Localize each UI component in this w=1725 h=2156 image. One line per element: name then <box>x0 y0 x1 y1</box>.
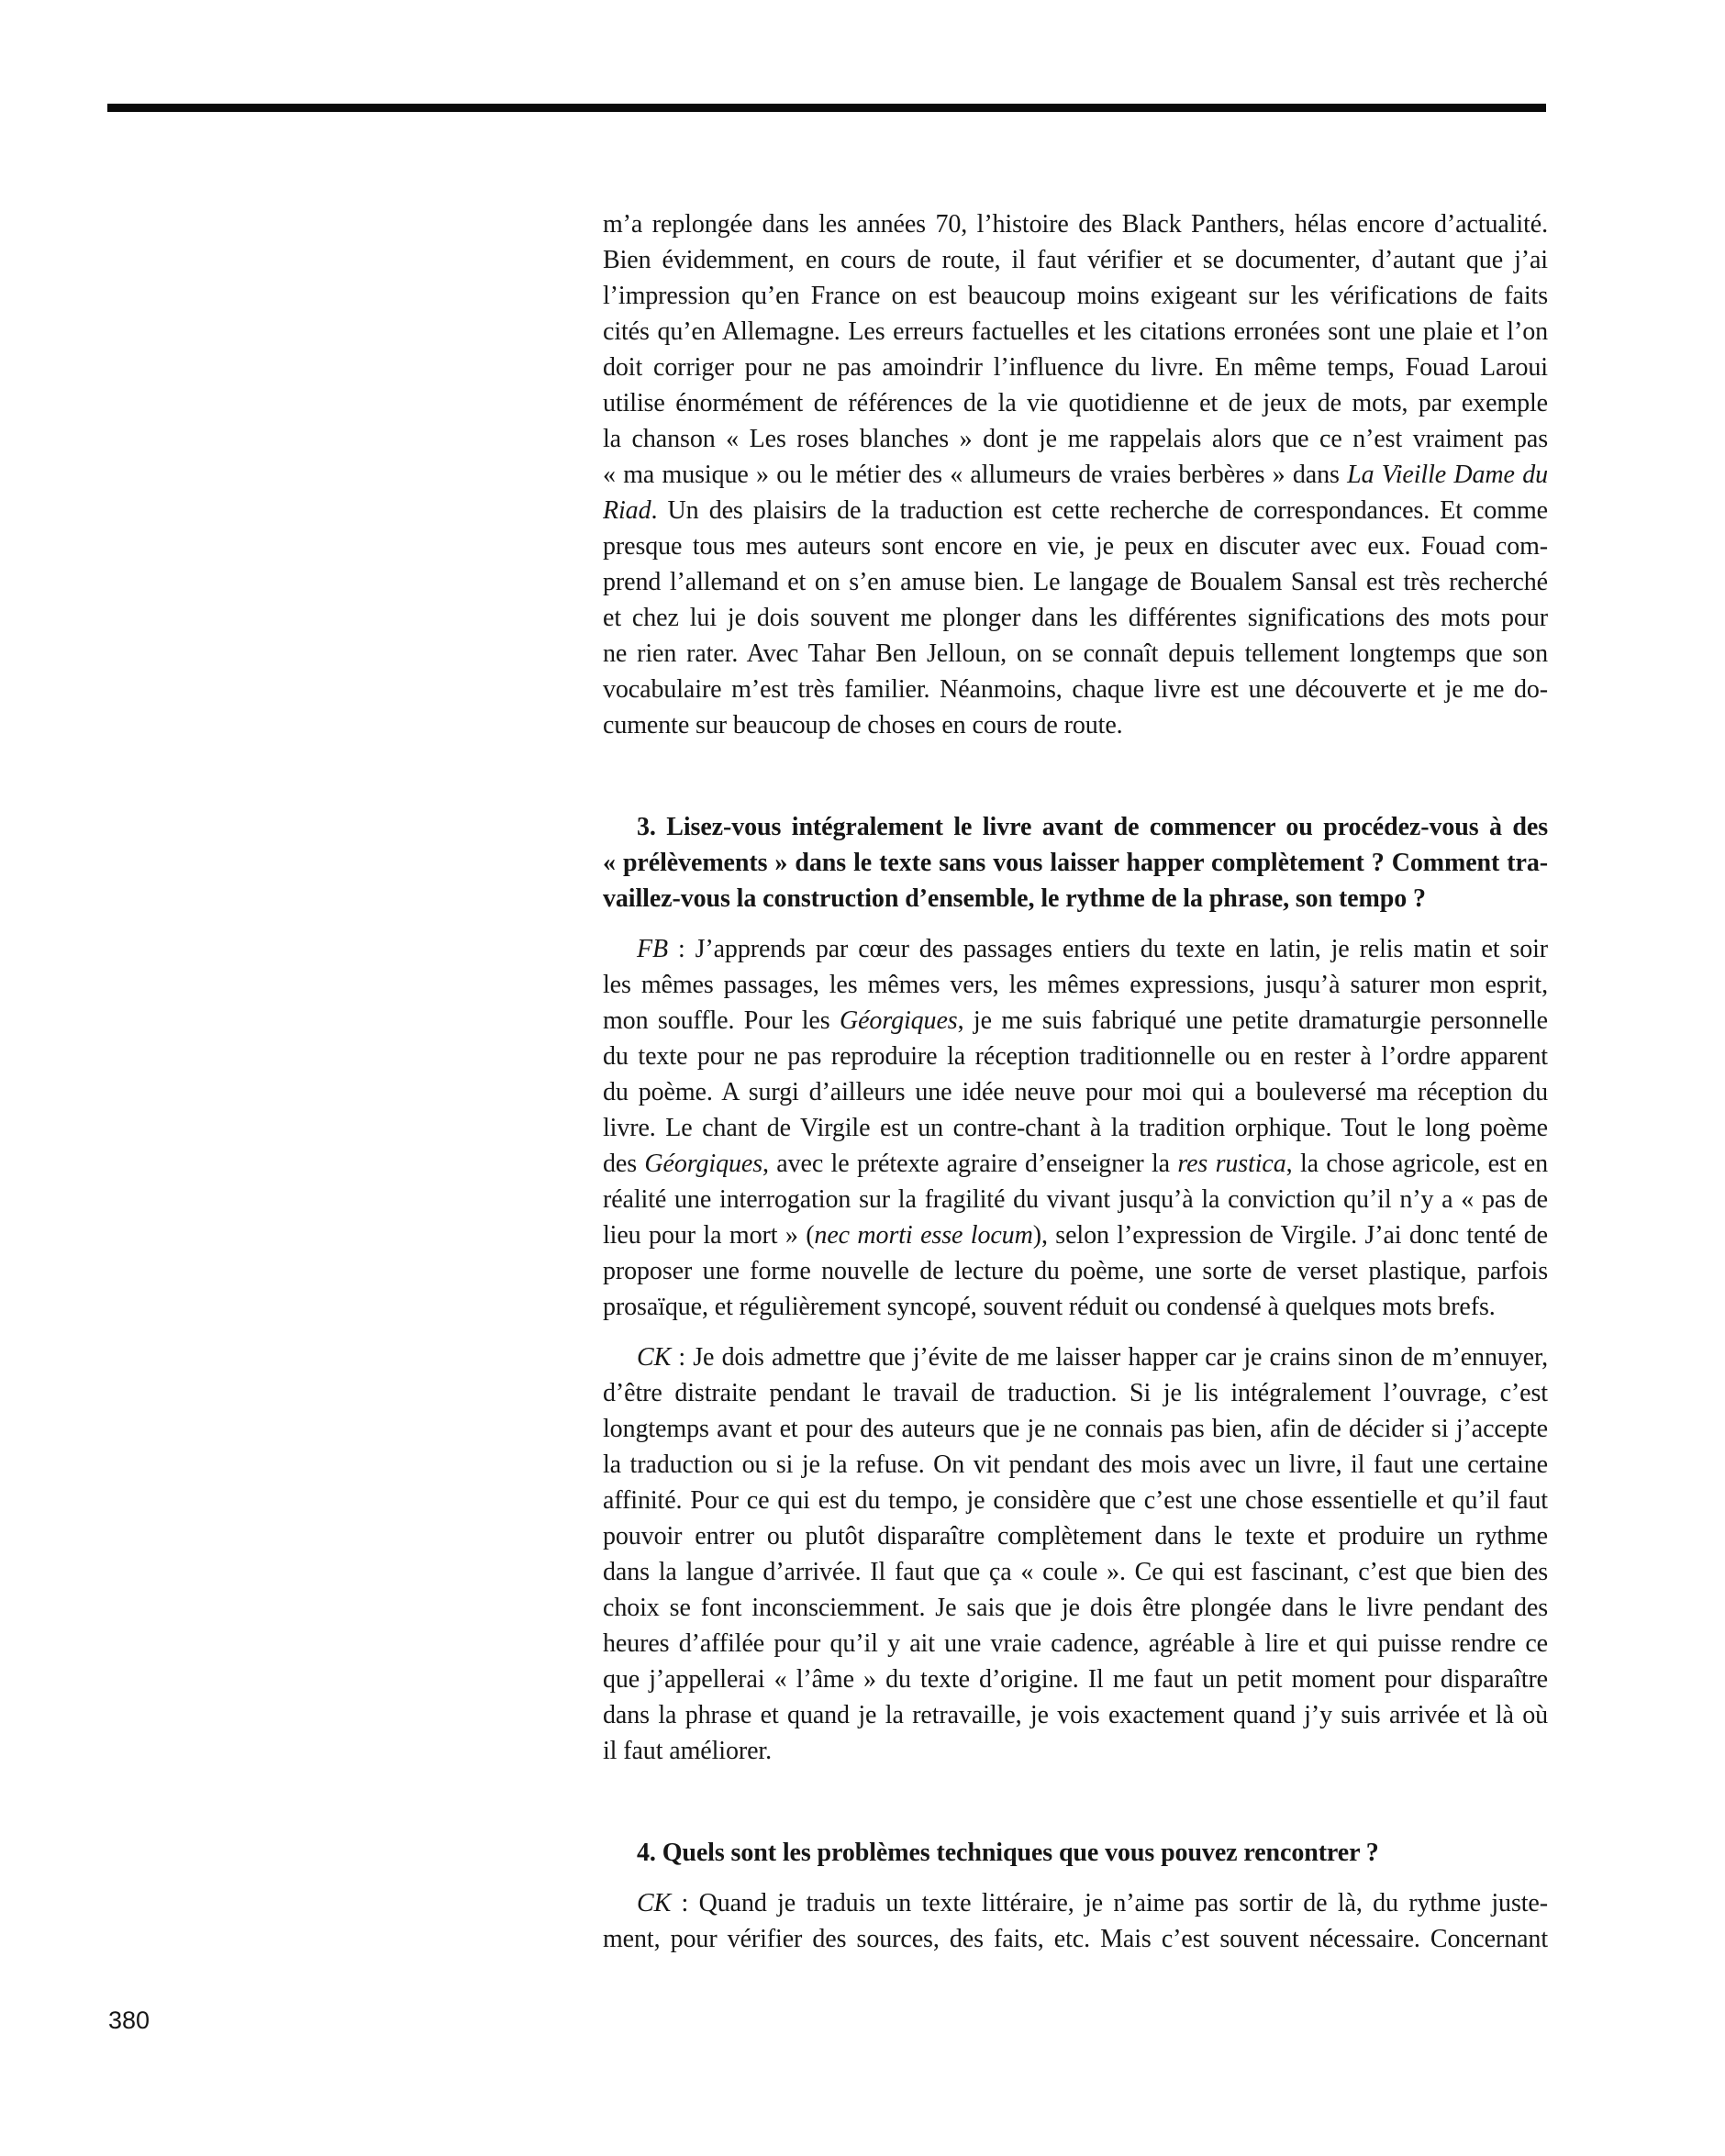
text-line: ne rien rater. Avec Tahar Ben Jelloun, on se connaît depuis tellement longtemps que son <box>603 639 1548 668</box>
text-line: vaillez-vous la construction d’ensemble, le rythme de la phrase, son tempo ? <box>603 884 1426 913</box>
text-line: affinité. Pour ce qui est du tempo, je considère que c’est une chose essentielle et qu’il faut <box>603 1486 1548 1515</box>
page-number: 380 <box>108 2006 150 2034</box>
text-line: choix se font inconsciemment. Je sais que je dois être plongée dans le livre pendant des <box>603 1594 1548 1622</box>
text-line: FB : J’apprends par cœur des passages entiers du texte en latin, je relis matin et soir <box>637 935 1548 963</box>
text-line: m’a replongée dans les années 70, l’histoire des Black Panthers, hélas encore d’actualité. <box>603 210 1548 239</box>
text-line: du poème. A surgi d’ailleurs une idée neuve pour moi qui a bouleversé ma réception du <box>603 1078 1548 1106</box>
text-line: des Géorgiques, avec le prétexte agraire d’enseigner la res rustica, la chose agricole, est en <box>603 1150 1548 1178</box>
text-line: d’être distraite pendant le travail de traduction. Si je lis intégralement l’ouvrage, c’est <box>603 1379 1548 1407</box>
text-column <box>603 206 1548 1957</box>
text-line: Bien évidemment, en cours de route, il faut vérifier et se documenter, d’autant que j’ai <box>603 246 1548 274</box>
question-heading <box>603 1835 1548 1871</box>
text-line: mon souffle. Pour les Géorgiques, je me suis fabriqué une petite dramaturgie personnelle <box>603 1006 1548 1035</box>
text-line: livre. Le chant de Virgile est un contre-chant à la tradition orphique. Tout le long poème <box>603 1114 1548 1142</box>
text-line: « prélèvements » dans le texte sans vous laisser happer complètement ? Comment tra- <box>603 849 1548 877</box>
text-line: il faut améliorer. <box>603 1737 773 1765</box>
text-line: longtemps avant et pour des auteurs que je ne connais pas bien, afin de décider si j’accepte <box>603 1415 1548 1443</box>
text-line: lieu pour la mort » (nec morti esse locum), selon l’expression de Virgile. J’ai donc tenté de <box>603 1221 1548 1250</box>
text-line: 4. Quels sont les problèmes techniques que vous pouvez rencontrer ? <box>637 1839 1379 1867</box>
paragraph <box>603 931 1548 1325</box>
text-line: et chez lui je dois souvent me plonger dans les différentes significations des mots pour <box>603 604 1548 632</box>
text-line: prosaïque, et régulièrement syncopé, souvent réduit ou condensé à quelques mots brefs. <box>603 1293 1496 1321</box>
text-line: utilise énormément de références de la vie quotidienne et de jeux de mots, par exemple <box>603 389 1548 417</box>
text-line: « ma musique » ou le métier des « allumeurs de vraies berbères » dans La Vieille Dame du <box>603 461 1548 489</box>
text-line: pouvoir entrer ou plutôt disparaître complètement dans le texte et produire un rythme <box>603 1522 1548 1550</box>
paragraph <box>603 206 1548 743</box>
text-line: réalité une interrogation sur la fragilité du vivant jusqu’à la conviction qu’il n’y a « pas de <box>603 1185 1548 1214</box>
text-line: l’impression qu’en France on est beaucoup moins exigeant sur les vérifications de faits <box>603 282 1548 310</box>
text-line: heures d’affilée pour qu’il y ait une vraie cadence, agréable à lire et qui puisse rendre ce <box>603 1629 1548 1658</box>
text-line: presque tous mes auteurs sont encore en vie, je peux en discuter avec eux. Fouad com- <box>603 532 1548 561</box>
top-rule <box>107 104 1546 112</box>
text-line: CK : Quand je traduis un texte littéraire, je n’aime pas sortir de là, du rythme juste- <box>637 1889 1548 1917</box>
text-line: que j’appellerai « l’âme » du texte d’origine. Il me faut un petit moment pour disparaître <box>603 1665 1548 1694</box>
question-heading <box>603 809 1548 917</box>
text-line: doit corriger pour ne pas amoindrir l’influence du livre. En même temps, Fouad Laroui <box>603 353 1548 382</box>
text-line: dans la phrase et quand je la retravaille, je vois exactement quand j’y suis arrivée et là où <box>603 1701 1548 1729</box>
text-line: la chanson « Les roses blanches » dont je me rappelais alors que ce n’est vraiment pas <box>603 425 1548 453</box>
text-line: la traduction ou si je la refuse. On vit pendant des mois avec un livre, il faut une certaine <box>603 1450 1548 1479</box>
paragraph <box>603 1885 1548 1957</box>
text-line: 3. Lisez-vous intégralement le livre avant de commencer ou procédez-vous à des <box>637 813 1548 841</box>
text-line: cités qu’en Allemagne. Les erreurs factuelles et les citations erronées sont une plaie et l’on <box>603 317 1548 346</box>
text-line: prend l’allemand et on s’en amuse bien. Le langage de Boualem Sansal est très recherché <box>603 568 1548 596</box>
text-line: CK : Je dois admettre que j’évite de me laisser happer car je crains sinon de m’ennuyer, <box>637 1343 1548 1372</box>
text-line: proposer une forme nouvelle de lecture du poème, une sorte de verset plastique, parfois <box>603 1257 1548 1285</box>
text-line: cumente sur beaucoup de choses en cours de route. <box>603 711 1123 739</box>
text-line: du texte pour ne pas reproduire la réception traditionnelle ou en rester à l’ordre apparent <box>603 1042 1548 1071</box>
text-line: Riad. Un des plaisirs de la traduction est cette recherche de correspondances. Et comme <box>603 496 1548 525</box>
text-line: vocabulaire m’est très familier. Néanmoins, chaque livre est une découverte et je me do- <box>603 675 1548 704</box>
text-line: les mêmes passages, les mêmes vers, les mêmes expressions, jusqu’à saturer mon esprit, <box>603 971 1548 999</box>
paragraph <box>603 1339 1548 1769</box>
text-line: ment, pour vérifier des sources, des faits, etc. Mais c’est souvent nécessaire. Concernant <box>603 1925 1548 1953</box>
text-line: dans la langue d’arrivée. Il faut que ça « coule ». Ce qui est fascinant, c’est que bien des <box>603 1558 1548 1586</box>
